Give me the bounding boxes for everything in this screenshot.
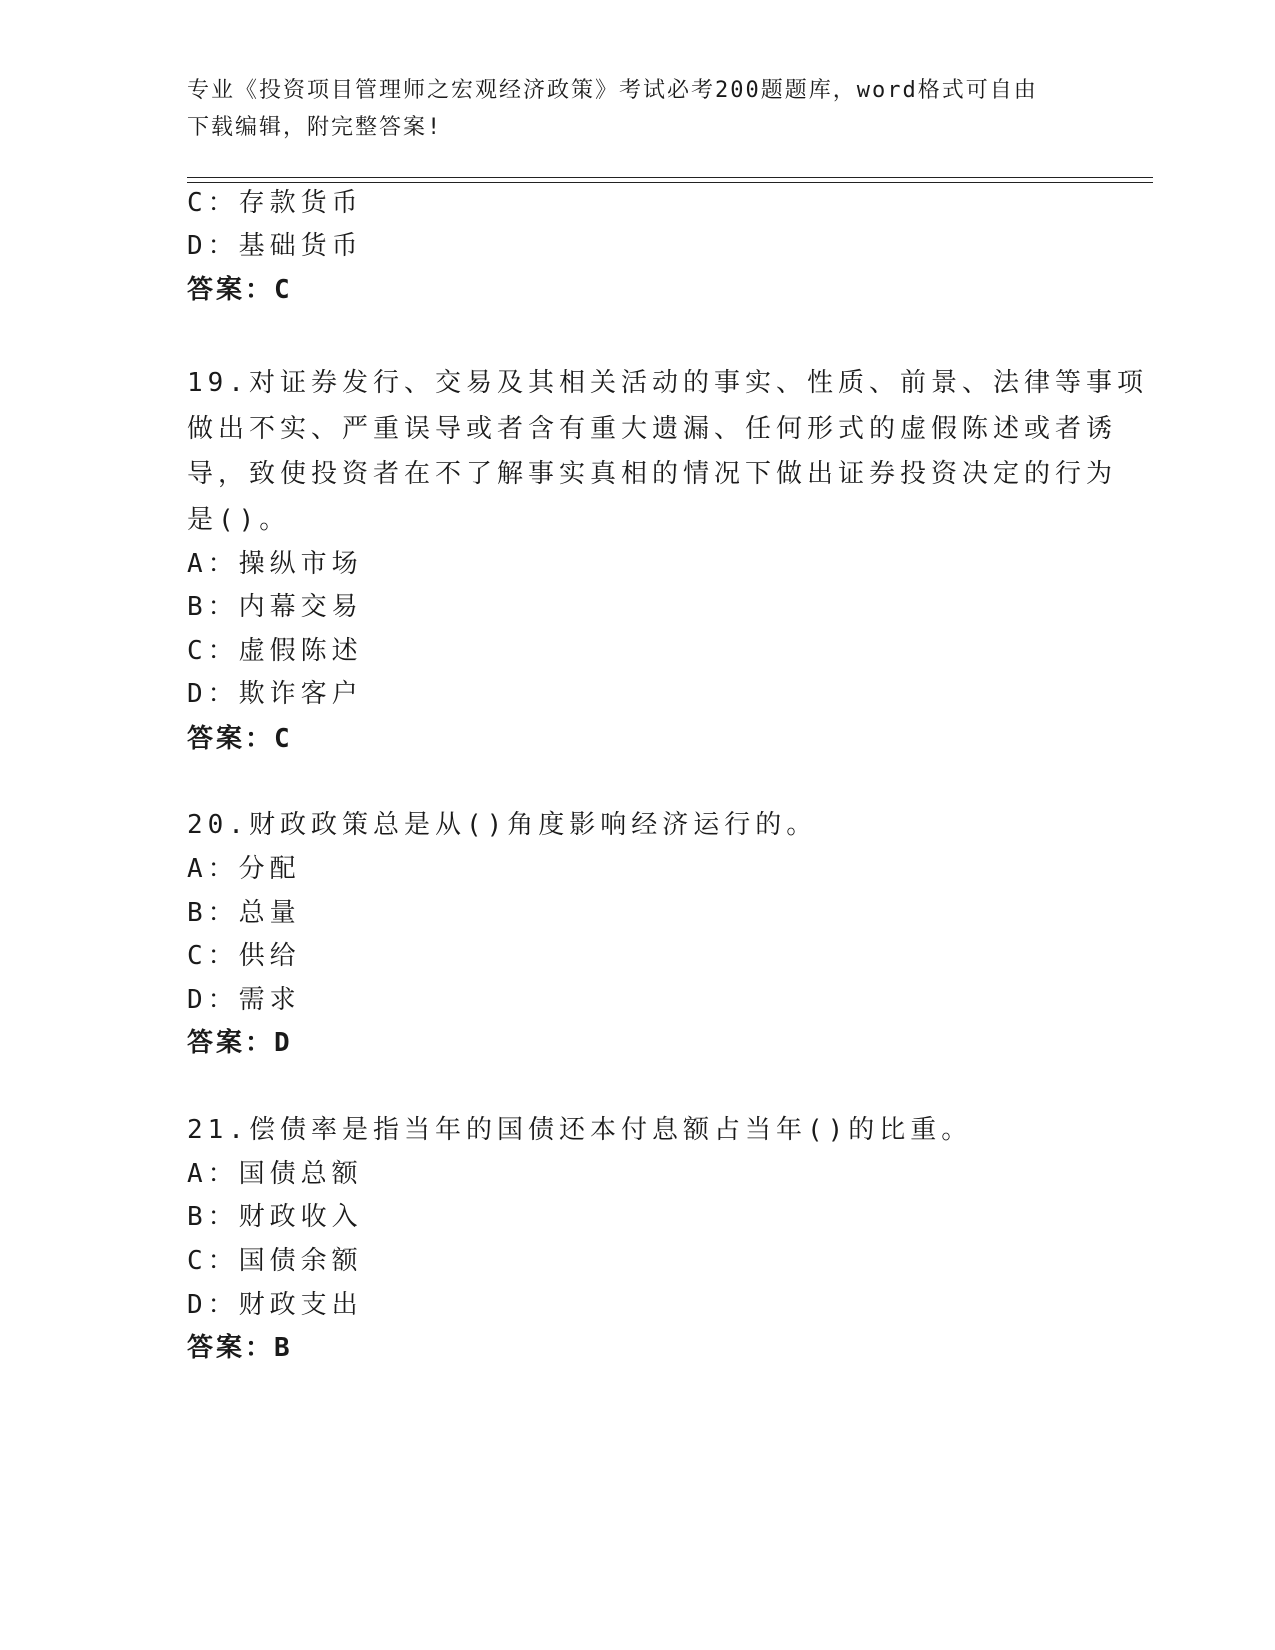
q20-option-b: B：总量 bbox=[187, 898, 301, 928]
q19-option-b: B：内幕交易 bbox=[187, 592, 363, 622]
q21-option-b: B：财政收入 bbox=[187, 1202, 363, 1232]
q20-option-a: A：分配 bbox=[187, 854, 301, 884]
q18-option-c: C：存款货币 bbox=[187, 188, 363, 218]
q20-option-c: C：供给 bbox=[187, 941, 301, 971]
q21-option-c: C：国债余额 bbox=[187, 1246, 363, 1276]
header-line: 专业《投资项目管理师之宏观经济政策》考试必考200题题库，word格式可自由 bbox=[187, 78, 1038, 103]
header-divider-bottom bbox=[187, 182, 1153, 183]
q19-stem-line: 是()。 bbox=[187, 504, 291, 535]
q19-stem-line: 19.对证券发行、交易及其相关活动的事实、性质、前景、法律等事项 bbox=[187, 368, 1148, 398]
q21-option-d: D：财政支出 bbox=[187, 1290, 363, 1320]
header-line: 下载编辑，附完整答案! bbox=[187, 115, 443, 140]
q20-stem: 20.财政政策总是从()角度影响经济运行的。 bbox=[187, 810, 818, 840]
q21-option-a: A：国债总额 bbox=[187, 1159, 363, 1189]
q19-stem-line: 做出不实、严重误导或者含有重大遗漏、任何形式的虚假陈述或者诱 bbox=[187, 413, 1118, 444]
q18-option-d: D：基础货币 bbox=[187, 231, 363, 261]
q20-answer: 答案：D bbox=[187, 1028, 293, 1058]
header-divider-top bbox=[187, 177, 1153, 178]
q21-answer: 答案：B bbox=[187, 1333, 293, 1363]
q20-option-d: D：需求 bbox=[187, 985, 301, 1015]
q18-answer: 答案：C bbox=[187, 275, 293, 305]
q21-stem: 21.偿债率是指当年的国债还本付息额占当年()的比重。 bbox=[187, 1115, 973, 1145]
document-header bbox=[187, 72, 1067, 146]
q19-stem bbox=[187, 361, 1148, 543]
q19-answer: 答案：C bbox=[187, 724, 293, 754]
q19-option-a: A：操纵市场 bbox=[187, 549, 363, 579]
q19-stem-line: 导，致使投资者在不了解事实真相的情况下做出证券投资决定的行为 bbox=[187, 459, 1118, 489]
q19-option-d: D：欺诈客户 bbox=[187, 679, 363, 709]
q19-option-c: C：虚假陈述 bbox=[187, 636, 363, 666]
